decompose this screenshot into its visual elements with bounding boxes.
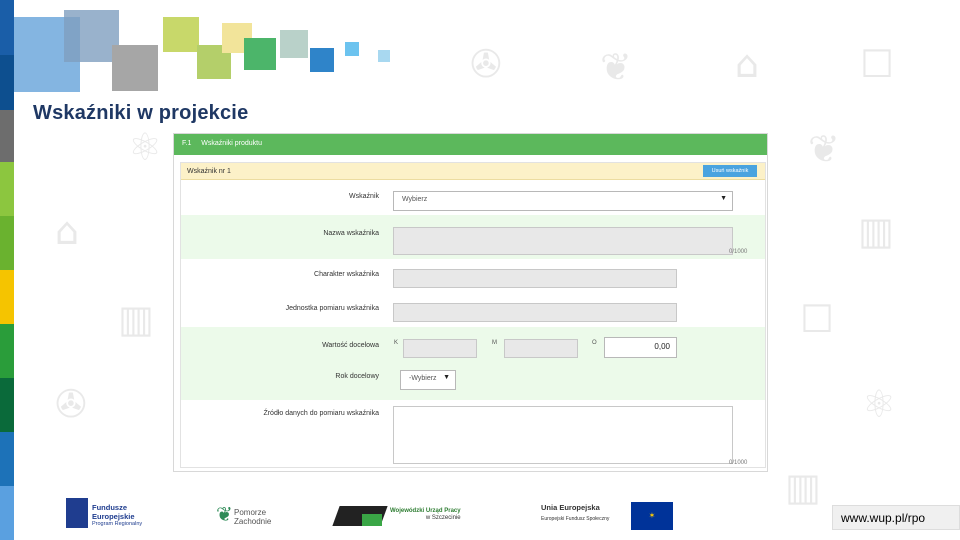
atom-icon: ⚛	[862, 382, 897, 426]
indicator-header	[181, 163, 765, 180]
target-k-field[interactable]	[403, 339, 477, 358]
name-label: Nazwa wskaźnika	[323, 230, 379, 237]
atom-icon: ⚛	[128, 125, 163, 169]
target-year-label: Rok docelowy	[335, 373, 379, 380]
turbine-icon: ✇	[55, 382, 87, 426]
row-unit	[181, 293, 765, 327]
name-counter: 0/1000	[729, 249, 748, 255]
fence-icon: ▥	[785, 465, 821, 509]
indicator-number: Wskaźnik nr 1	[187, 168, 231, 175]
panel-header	[174, 134, 767, 155]
indicators-form-panel	[173, 133, 768, 472]
chevron-down-icon: ▼	[443, 374, 450, 381]
unit-field[interactable]	[393, 303, 677, 322]
target-value-label: Wartość docelowa	[322, 342, 379, 349]
fence-icon: ▥	[118, 297, 154, 341]
logo-unia-europejska: Unia Europejska Europejski Fundusz Społeczny ✶	[541, 504, 609, 522]
target-m-field[interactable]	[504, 339, 578, 358]
fe-flag-icon	[66, 498, 88, 528]
character-label: Charakter wskaźnika	[314, 271, 379, 278]
target-o-label: O	[592, 340, 597, 346]
chat-icon: ☐	[800, 297, 835, 341]
arrow-icon	[362, 514, 382, 526]
indicator-card	[180, 162, 766, 468]
left-color-strip	[0, 0, 14, 540]
target-m-label: M	[492, 340, 497, 346]
section-number: F.1	[182, 140, 192, 147]
plant-icon: ❦	[216, 504, 233, 526]
chat-icon: ☐	[860, 42, 895, 86]
indicator-label: Wskaźnik	[349, 193, 379, 200]
row-character	[181, 259, 765, 293]
fence-icon: ▥	[858, 209, 894, 253]
target-year-select[interactable]	[400, 370, 456, 390]
data-source-label: Źródło danych do pomiaru wskaźnika	[263, 410, 379, 417]
leaf-icon: ❦	[600, 45, 632, 89]
section-title: Wskaźniki produktu	[201, 140, 262, 147]
indicator-select-value: Wybierz	[402, 196, 428, 203]
row-name	[181, 215, 765, 259]
data-source-textarea[interactable]	[393, 406, 733, 464]
indicator-select[interactable]	[393, 191, 733, 211]
row-data-source	[181, 400, 765, 469]
website-url[interactable]: www.wup.pl/rpo	[832, 505, 960, 530]
turbine-icon: ✇	[470, 42, 502, 86]
leaf-icon: ❦	[808, 127, 840, 171]
delete-indicator-button[interactable]: Usuń wskaźnik	[703, 165, 757, 177]
row-target-year	[181, 364, 765, 400]
target-k-label: K	[394, 340, 399, 346]
row-target-value	[181, 327, 765, 364]
character-field[interactable]	[393, 269, 677, 288]
row-indicator	[181, 180, 765, 215]
data-source-counter: 0/1000	[729, 460, 748, 466]
target-o-field[interactable]: 0,00	[604, 337, 677, 358]
slide-title: Wskaźniki w projekcie	[33, 102, 249, 124]
eu-flag-icon: ✶	[631, 502, 673, 530]
name-field[interactable]	[393, 227, 733, 255]
target-year-value: -Wybierz	[409, 375, 437, 382]
tram-icon: ⌂	[55, 209, 80, 253]
tram-icon: ⌂	[735, 42, 760, 86]
unit-label: Jednostka pomiaru wskaźnika	[285, 305, 379, 312]
chevron-down-icon: ▼	[720, 195, 727, 202]
